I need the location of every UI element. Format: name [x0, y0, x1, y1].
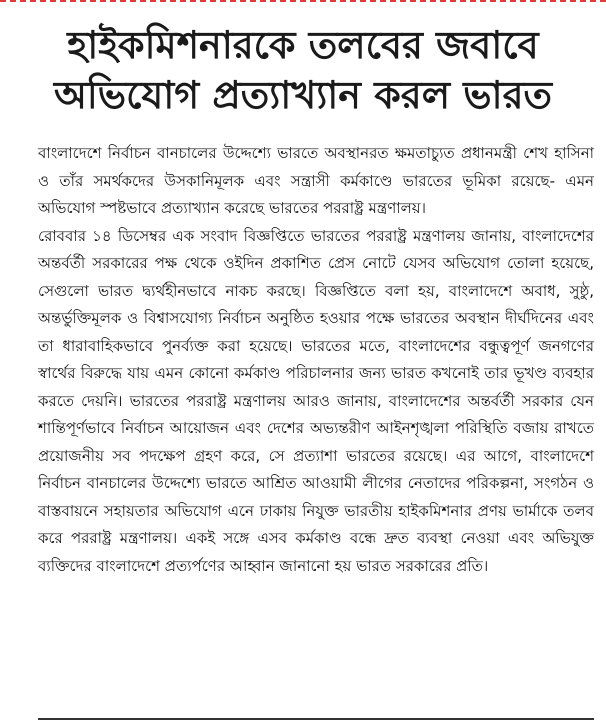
article-paragraph-2: রোববার ১৪ ডিসেম্বর এক সংবাদ বিজ্ঞপ্তিতে ভারতের পররাষ্ট্র মন্ত্রণালয় জানায়, বাংলাদেশের অন্তর্বর্তী সরকারের পক্ষ থেকে ওইদিন প্রকাশিত প্রেস নোটে যেসব অভিযোগ তোলা হয়েছে, সেগুলো ভারত দ্ব্যর্থহীনভাবে নাকচ করছে। বিজ্ঞপ্তিতে বলা হয়, বাংলাদেশে অবাধ, সুষ্ঠু, অন্তর্ভুক্তিমূলক ও বিশ্বাসযোগ্য নির্বাচন অনুষ্ঠিত হওয়ার পক্ষে ভারতের অবস্থান দীর্ঘদিনের এবং তা ধারাবাহিকভাবে পুনর্ব্যক্ত করা হয়েছে। ভারতের মতে, বাংলাদেশের বন্ধুত্বপূর্ণ জনগণের স্বার্থের বিরুদ্ধে যায় এমন কোনো কর্মকাণ্ড পরিচালনার জন্য ভারত কখনোই তার ভূখণ্ড ব্যবহার করতে দেয়নি। ভারতের পররাষ্ট্র মন্ত্রণালয় আরও জানায়, বাংলাদেশের অন্তর্বর্তী সরকার যেন শান্তিপূর্ণভাবে নির্বাচন আয়োজন এবং দেশের অভ্যন্তরীণ আইনশৃঙ্খলা পরিস্থিতি বজায় রাখতে প্রয়োজনীয় সব পদক্ষেপ গ্রহণ করে, সে প্রত্যাশা ভারতের রয়েছে। এর আগে, বাংলাদেশে নির্বাচন বানচালের উদ্দেশ্যে ভারতে আশ্রিত আওয়ামী লীগের নেতাদের পরিকল্পনা, সংগঠন ও বাস্তবায়নে সহায়তার অভিযোগ এনে ঢাকায় নিযুক্ত ভারতীয় হাইকমিশনার প্রণয় ভার্মাকে তলব করে পররাষ্ট্র মন্ত্রণালয়। একই সঙ্গে এসব কর্মকাণ্ড বন্ধে দ্রুত ব্যবস্থা নেওয়া এবং অভিযুক্ত ব্যক্তিদের বাংলাদেশে প্রত্যর্পণের আহ্বান জানানো হয় ভারত সরকারের প্রতি। [38, 226, 594, 575]
article-body [38, 140, 594, 580]
article-paragraph-1: বাংলাদেশে নির্বাচন বানচালের উদ্দেশ্যে ভারতে অবস্থানরত ক্ষমতাচ্যুত প্রধানমন্ত্রী শেখ হাসিনা ও তাঁর সমর্থকদের উসকানিমূলক এবং সন্ত্রাসী কর্মকাণ্ডে ভারতের ভূমিকা রয়েছে- এমন অভিযোগ স্পষ্টভাবে প্রত্যাখ্যান করেছে ভারতের পররাষ্ট্র মন্ত্রণালয়। [38, 144, 594, 217]
top-dashed-rule [0, 0, 606, 2]
bottom-rule [38, 718, 594, 720]
headline [10, 20, 596, 120]
headline-line-2: অভিযোগ প্রত্যাখ্যান করল ভারত [53, 73, 552, 117]
headline-line-1: হাইকমিশনারকে তলবের জবাবে [67, 23, 539, 67]
